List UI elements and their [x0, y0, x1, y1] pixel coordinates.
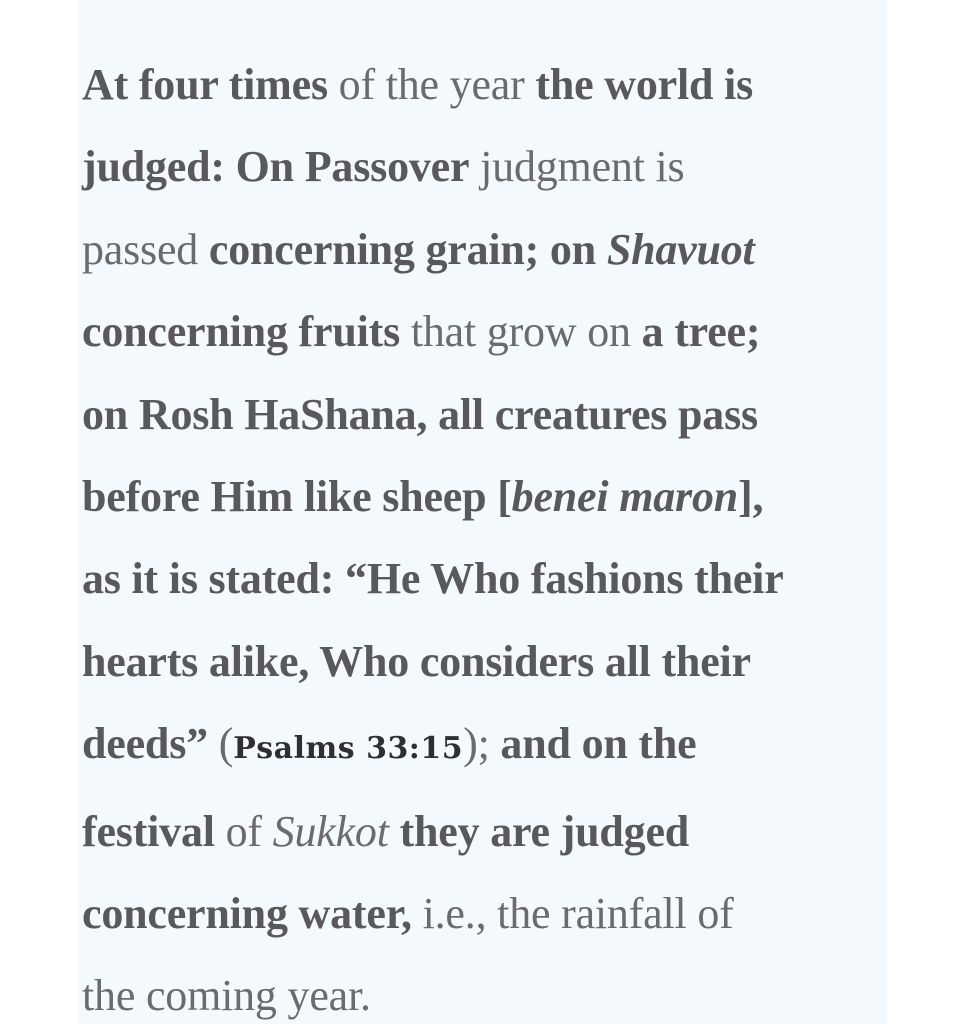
passage-line	[82, 791, 882, 873]
passage-text-segment: and on the	[500, 719, 697, 769]
passage-text-segment: deeds”	[82, 719, 208, 769]
passage-text-segment: benei maron	[511, 472, 739, 522]
passage-line	[82, 374, 882, 456]
passage-text-segment: judged: On Passover	[82, 142, 470, 192]
passage-line	[82, 703, 882, 790]
passage-text-segment: they are judged	[388, 806, 690, 856]
passage-text-segment: Shavuot	[606, 224, 755, 274]
passage-text-segment: a tree;	[641, 307, 761, 357]
passage-text-segment: on Rosh HaShana, all creatures pass	[82, 389, 758, 439]
passage-text-segment: judgment is	[469, 142, 685, 192]
passage-line	[82, 44, 882, 126]
passage-text-segment: );	[463, 719, 501, 769]
passage-text-segment: the coming year.	[82, 971, 371, 1021]
passage-text-segment: of the year	[327, 60, 536, 109]
passage-text-segment: as it is stated: “He Who fashions their	[82, 554, 784, 604]
verse-reference-link[interactable]: Psalms 33:15	[233, 731, 464, 767]
passage-text-segment: concerning fruits	[82, 307, 401, 357]
passage-text-segment: concerning grain; on	[208, 224, 607, 274]
passage-text-segment: festival	[82, 806, 215, 856]
passage-line	[82, 538, 882, 620]
passage-text-segment: before Him like sheep [	[82, 472, 512, 522]
passage-text-segment: the world is	[535, 60, 754, 109]
passage-line	[82, 209, 882, 291]
passage-text-segment: hearts alike, Who considers all their	[82, 636, 751, 686]
passage-text-segment: Sukkot	[272, 806, 389, 856]
passage-line	[82, 291, 882, 373]
passage-text-segment: of	[214, 806, 273, 856]
passage-text-segment: that grow on	[400, 307, 642, 357]
passage-text-segment: At four times	[82, 60, 328, 109]
passage-text-segment: (	[207, 719, 234, 769]
passage-text-segment: i.e., the rainfall of	[411, 889, 734, 939]
passage-text-segment: concerning water,	[82, 889, 412, 939]
passage-line	[82, 955, 882, 1024]
passage-line	[82, 456, 882, 538]
passage-text-segment: ],	[738, 472, 764, 522]
passage-line	[82, 873, 882, 955]
passage-line	[82, 126, 882, 208]
mishna-passage	[82, 44, 882, 1024]
passage-text-segment: passed	[82, 224, 209, 274]
passage-line	[82, 621, 882, 703]
